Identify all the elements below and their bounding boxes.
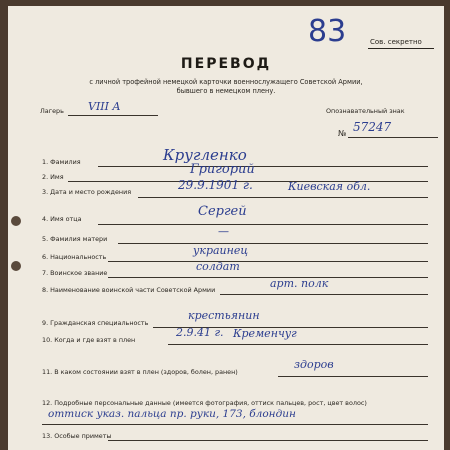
field-line xyxy=(108,277,428,278)
field-line xyxy=(108,261,428,262)
field-value-civil-specialty: крестьянин xyxy=(188,309,260,322)
field-value-birth-date: 29.9.1901 г. xyxy=(178,178,253,192)
classification-label: Сов. секретно xyxy=(370,38,422,46)
subtitle-line-1: с личной трофейной немецкой карточки военнослужащего Советской Армии, xyxy=(89,78,363,86)
field-value-condition: здоров xyxy=(294,358,334,371)
camp-underline xyxy=(68,115,158,116)
field-label-mother-surname: 5. Фамилия матери xyxy=(42,235,108,243)
field-label-special-marks: 13. Особые приметы xyxy=(42,432,112,440)
field-label-capture: 10. Когда и где взят в плен xyxy=(42,336,136,344)
field-line xyxy=(220,294,428,295)
document-page xyxy=(8,6,444,450)
field-value-rank: солдат xyxy=(196,260,240,273)
field-line xyxy=(98,224,428,225)
field-value-capture-place: Кременчуг xyxy=(233,327,297,340)
field-label-military-unit: 8. Наименование воинской части Советской Армии xyxy=(42,286,216,294)
punch-hole xyxy=(11,261,21,271)
field-line xyxy=(168,344,428,345)
field-line xyxy=(98,166,428,167)
field-label-rank: 7. Воинское звание xyxy=(42,269,108,277)
field-label-personal-data: 12. Подробные персональные данные (имеется фотография, оттиск пальцев, рост, цвет волос) xyxy=(42,399,367,407)
subtitle-line-2: бывшего в немецком плену. xyxy=(176,87,276,95)
field-value-birth-place: Киевская обл. xyxy=(288,180,371,193)
camp-label: Лагерь xyxy=(40,107,64,115)
document-title: ПЕРЕВОД xyxy=(180,56,272,72)
field-label-nationality: 6. Национальность xyxy=(42,253,107,261)
punch-hole xyxy=(11,216,21,226)
camp-value: VIII A xyxy=(88,100,121,113)
id-tag-underline xyxy=(348,137,438,138)
field-value-personal-data: оттиск указ. пальца пр. руки, 173, блондин xyxy=(48,408,296,420)
field-label-father-name: 4. Имя отца xyxy=(42,215,82,223)
document-subtitle xyxy=(8,78,444,96)
field-line xyxy=(118,243,428,244)
field-label-civil-specialty: 9. Гражданская специальность xyxy=(42,319,149,327)
field-value-mother-surname: — xyxy=(218,225,229,238)
field-value-first-name: Григорий xyxy=(190,162,255,177)
field-value-surname: Кругленко xyxy=(163,146,247,164)
field-label-surname: 1. Фамилия xyxy=(42,158,81,166)
field-line xyxy=(108,440,428,441)
field-value-capture-date: 2.9.41 г. xyxy=(176,326,224,339)
folio-number: 83 xyxy=(308,14,347,49)
field-value-father-name: Сергей xyxy=(198,204,247,219)
field-value-nationality: украинец xyxy=(193,244,249,257)
field-label-first-name: 2. Имя xyxy=(42,173,64,181)
field-label-condition: 11. В каком состоянии взят в плен (здоров, болен, ранен) xyxy=(42,368,238,376)
field-line xyxy=(42,424,428,425)
id-tag-prefix: № xyxy=(338,129,347,138)
classification-underline xyxy=(368,48,434,49)
id-tag-value: 57247 xyxy=(353,120,392,134)
field-line xyxy=(138,197,428,198)
id-tag-label: Опознавательный знак xyxy=(326,107,405,115)
field-value-military-unit: арт. полк xyxy=(270,277,329,290)
field-label-birth: 3. Дата и место рождения xyxy=(42,188,132,196)
field-line xyxy=(278,376,428,377)
